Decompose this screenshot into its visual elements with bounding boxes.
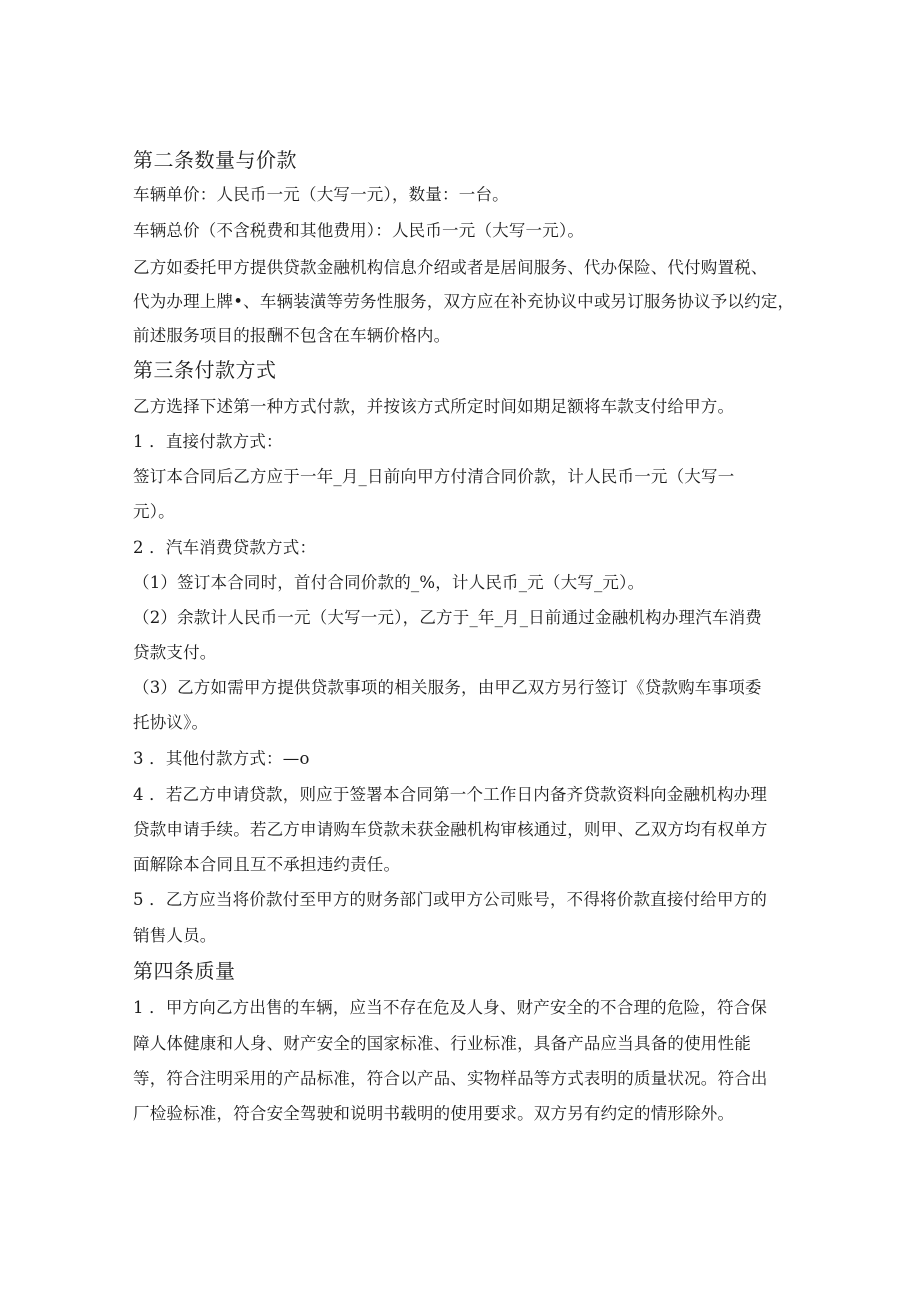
paragraph-line: 厂检验标准，符合安全驾驶和说明书载明的使用要求。双方另有约定的情形除外。 xyxy=(133,1104,735,1123)
list-item: （2）余款计人民币一元（大写一元），乙方于_年_月_日前通过金融机构办理汽车消费 xyxy=(133,608,762,627)
paragraph-line: 签订本合同后乙方应于一年_月_日前向甲方付清合同价款，计人民币一元（大写一 xyxy=(133,467,735,486)
paragraph-line: 元）。 xyxy=(133,502,175,521)
paragraph-line: 贷款申请手续。若乙方申请购车贷款未获金融机构审核通过，则甲、乙双方均有权单方 xyxy=(133,820,768,839)
paragraph-line: 障人体健康和人身、财产安全的国家标准、行业标准，具备产品应当具备的使用性能 xyxy=(133,1034,751,1053)
list-item: 5 ．乙方应当将价款付至甲方的财务部门或甲方公司账号，不得将价款直接付给甲方的 xyxy=(133,890,768,909)
paragraph-line: 前述服务项目的报酬不包含在车辆价格内。 xyxy=(133,326,451,345)
paragraph-line: 乙方如委托甲方提供贷款金融机构信息介绍或者是居间服务、代办保险、代付购置税、 xyxy=(133,258,768,277)
paragraph-line: 乙方选择下述第一种方式付款，并按该方式所定时间如期足额将车款支付给甲方。 xyxy=(133,397,735,416)
paragraph-line: 车辆单价：人民币一元（大写一元），数量：一台。 xyxy=(133,185,509,204)
list-item: 1 ．甲方向乙方出售的车辆，应当不存在危及人身、财产安全的不合理的危险，符合保 xyxy=(133,998,768,1017)
list-item: （1）签订本合同时，首付合同价款的_%，计人民币_元（大写_元）。 xyxy=(133,573,645,592)
paragraph-line: 贷款支付。 xyxy=(133,643,217,662)
list-item: 2 ．汽车消费贷款方式： xyxy=(133,538,317,557)
paragraph-line: 等，符合注明采用的产品标准，符合以产品、实物样品等方式表明的质量状况。符合出 xyxy=(133,1069,768,1088)
paragraph-line: 代为办理上牌•、车辆装潢等劳务性服务，双方应在补充协议中或另订服务协议予以约定， xyxy=(133,292,795,311)
paragraph-line: 托协议》。 xyxy=(133,713,209,732)
list-item: （3）乙方如需甲方提供贷款事项的相关服务，由甲乙双方另行签订《贷款购车事项委 xyxy=(133,678,762,697)
section-heading-4: 第四条质量 xyxy=(133,959,236,983)
paragraph-line: 车辆总价（不含税费和其他费用）：人民币一元（大写一元）。 xyxy=(133,221,585,240)
paragraph-line: 面解除本合同且互不承担违约责任。 xyxy=(133,855,401,874)
paragraph-line: 销售人员。 xyxy=(133,926,217,945)
list-item: 3 ．其他付款方式：—o xyxy=(133,749,310,768)
list-item: 1 ．直接付款方式： xyxy=(133,432,283,451)
section-heading-2: 第二条数量与价款 xyxy=(133,148,297,172)
list-item: 4 ．若乙方申请贷款，则应于签署本合同第一个工作日内备齐贷款资料向金融机构办理 xyxy=(133,785,768,804)
section-heading-3: 第三条付款方式 xyxy=(133,358,277,382)
